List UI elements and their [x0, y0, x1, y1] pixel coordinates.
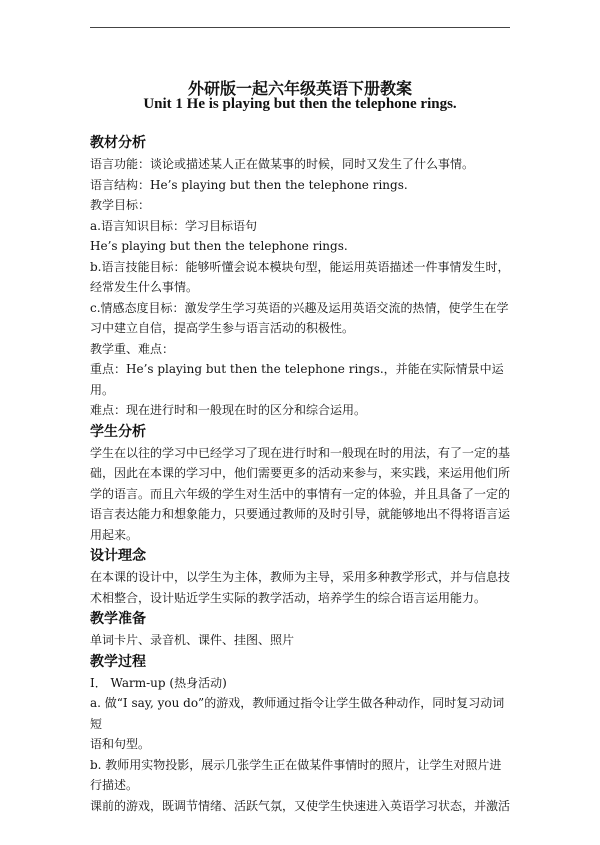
document-title-english: Unit 1 He is playing but then the telephone rings. [143, 96, 457, 112]
section-heading: 设计理念 [90, 548, 146, 564]
body-line: 习中建立自信，提高学生参与语言活动的积极性。 [90, 321, 355, 335]
body-line: b.语言技能目标：能够听懂会说本模块句型，能运用英语描述一件事情发生时， [90, 259, 510, 274]
body-line: 语和句型。 [90, 737, 151, 751]
body-line: a.语言知识目标：学习目标语句 [90, 218, 257, 233]
document-title-chinese: 外研版一起六年级英语下册教案 [187, 79, 412, 98]
body-line: 语言功能：谈论或描述某人正在做某事的时候，同时又发生了什么事情。 [90, 157, 475, 171]
body-line: 础，因此在本课的学习中，他们需要更多的活动来参与，来实践，来运用他们所 [90, 466, 511, 480]
body-line: 术相整合，设计贴近学生实际的教学活动，培养学生的综合语言运用能力。 [90, 590, 487, 605]
body-line: 教学目标： [90, 198, 151, 212]
body-line: 经常发生什么事情。 [90, 280, 199, 294]
body-line: 行描述。 [90, 778, 139, 792]
body-line: 学的语言。而且六年级的学生对生活中的事情有一定的体验，并且具备了一定的 [90, 486, 511, 501]
body-line: 语言表达能力和想象能力，只要通过教师的及时引导，就能够地出不得将语言运 [90, 507, 511, 521]
section-heading: 学生分析 [90, 423, 146, 440]
body-line: 用起来。 [90, 527, 139, 542]
section-heading: 教材分析 [90, 135, 146, 151]
header-rule [90, 27, 510, 28]
body-line: 学生在以往的学习中已经学习了现在进行时和一般现在时的用法，有了一定的基 [90, 445, 511, 460]
body-line: 教学重、难点： [90, 341, 175, 356]
section-heading: 教学准备 [90, 611, 146, 627]
body-line: 在本课的设计中，以学生为主体，教师为主导，采用多种教学形式，并与信息技 [90, 570, 511, 584]
lesson-plan-body [90, 132, 515, 816]
body-line: b. 教师用实物投影，展示几张学生正在做某件事情时的照片，让学生对照片进 [90, 757, 502, 772]
body-line: 单词卡片、录音机、课件、挂图、照片 [90, 633, 295, 647]
body-line: 重点：He’s playing but then the telephone rings.，并能在实际情景中运用。 [90, 362, 504, 397]
section-heading: 教学过程 [90, 653, 146, 670]
body-line: 语言结构：He’s playing but then the telephone rings. [90, 177, 408, 192]
body-line: c.情感态度目标：激发学生学习英语的兴趣及运用英语交流的热情，使学生在学 [90, 300, 509, 315]
body-line: Ⅰ． Warm-up (热身活动) [90, 675, 227, 690]
body-line: a. 做“I say, you do”的游戏，教师通过指令让学生做各种动作，同时复习动词短 [90, 696, 505, 731]
body-line: 难点：现在进行时和一般现在时的区分和综合运用。 [90, 403, 367, 417]
body-line: He’s playing but then the telephone rings. [90, 239, 348, 253]
body-line: 课前的游戏，既调节情绪、活跃气氛，又使学生快速进入英语学习状态，并激活 [90, 798, 511, 813]
